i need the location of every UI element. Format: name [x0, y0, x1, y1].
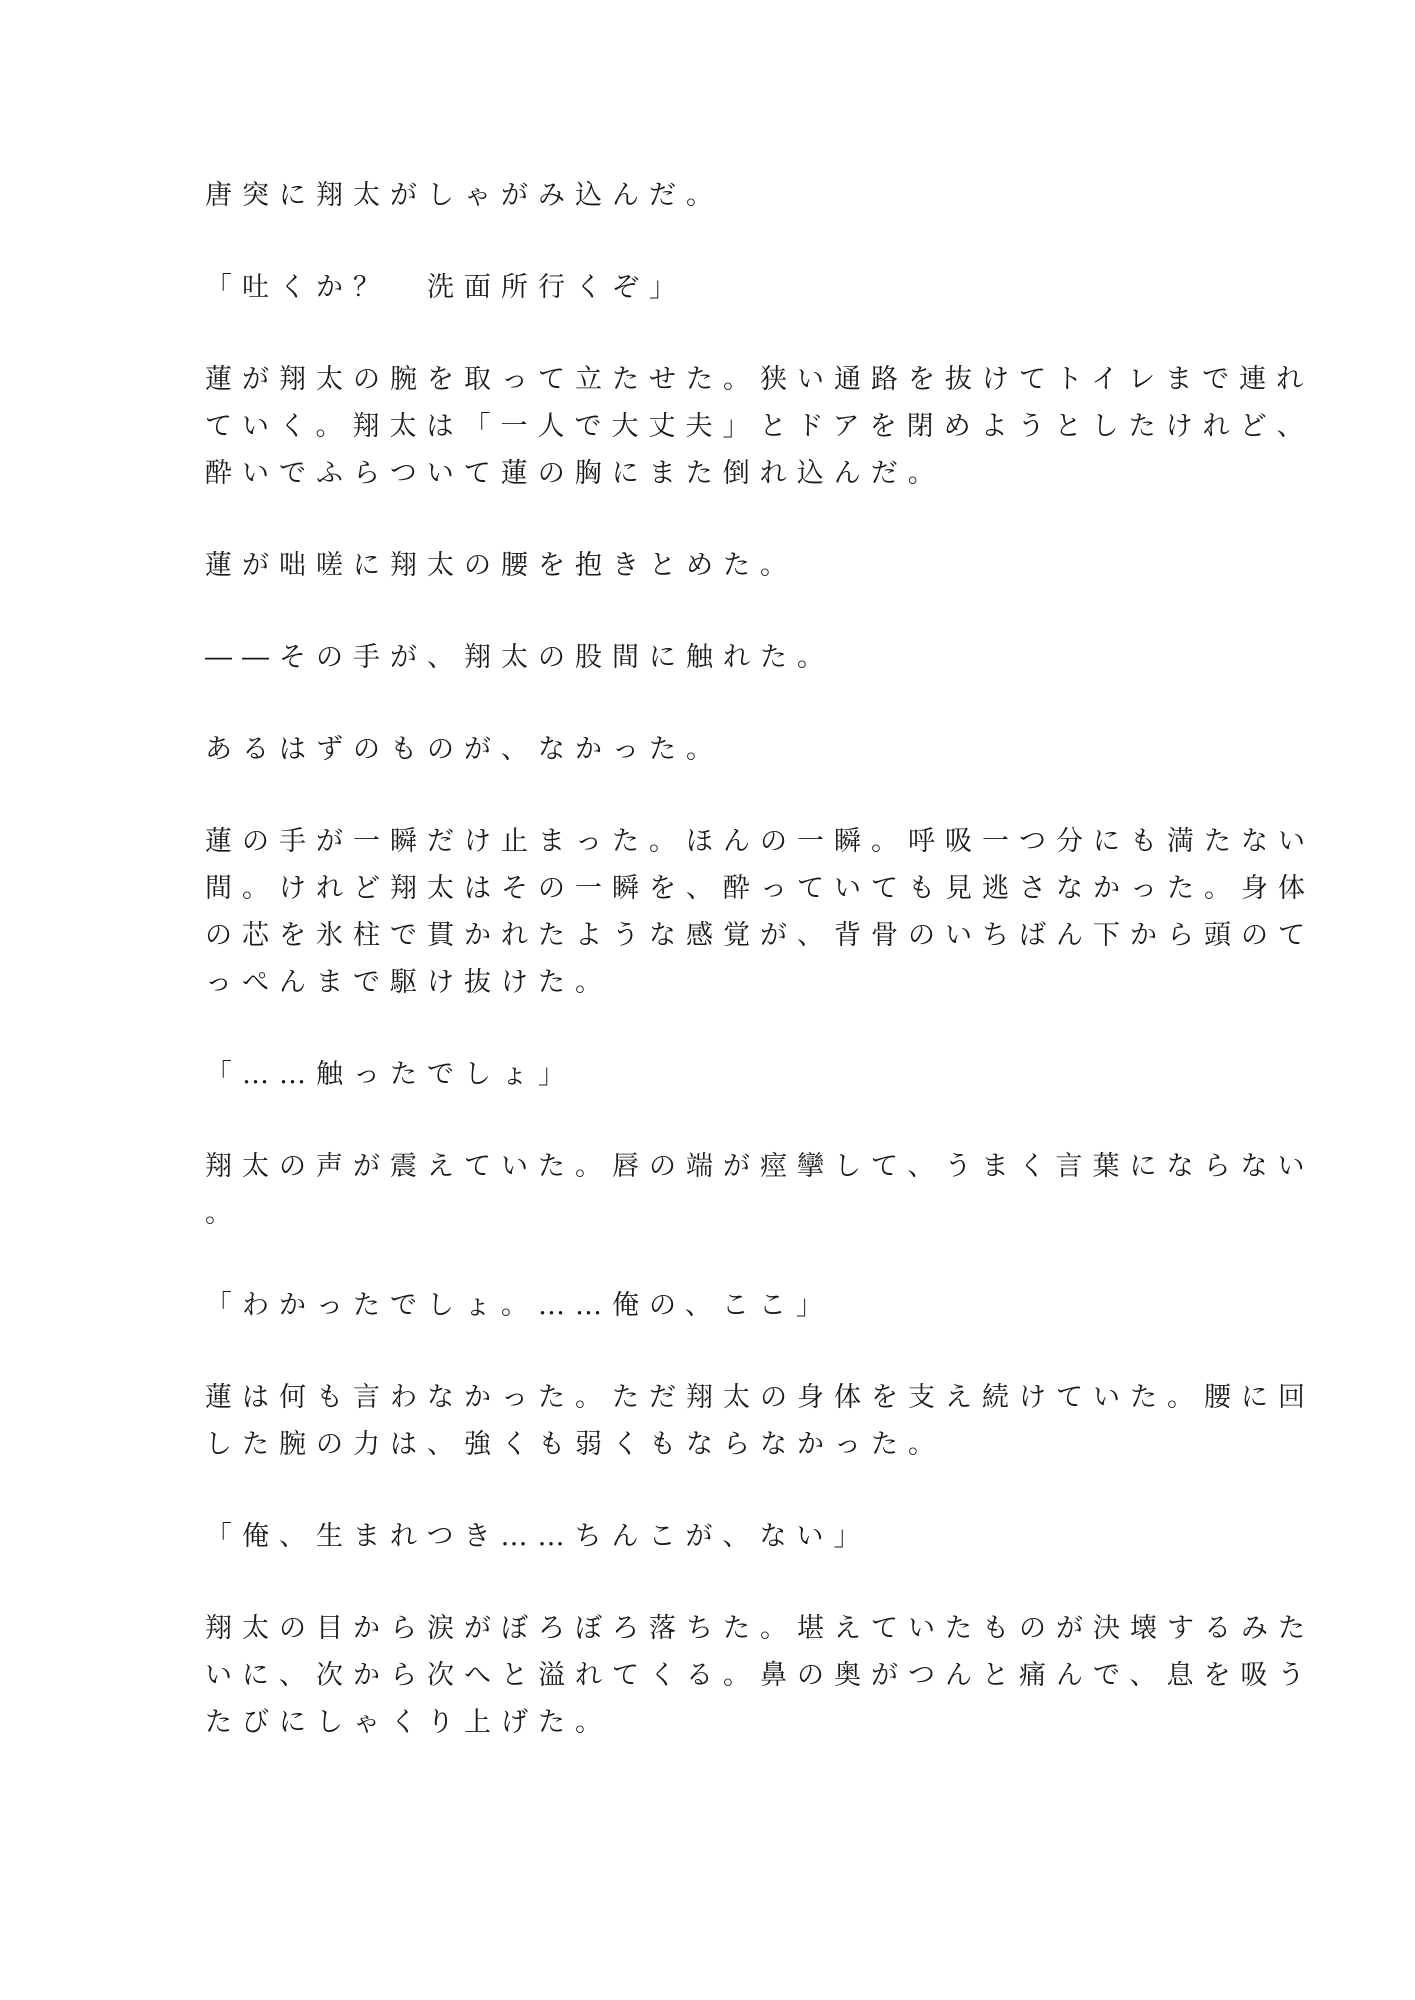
- text-line: 「俺、生まれつき……ちんこが、ない」: [205, 1521, 871, 1552]
- paragraph: [205, 1513, 1215, 1560]
- text-line: 酔いでふらついて蓮の胸にまた倒れ込んだ。: [205, 458, 945, 489]
- text-line: 蓮が咄嗟に翔太の腰を抱きとめた。: [205, 550, 797, 581]
- text-line: 蓮の手が一瞬だけ止まった。ほんの一瞬。呼吸一つ分にも満たない: [205, 826, 1315, 857]
- text-line: 蓮が翔太の腕を取って立たせた。狭い通路を抜けてトイレまで連れ: [205, 364, 1314, 395]
- text-line: いに、次から次へと溢れてくる。鼻の奥がつんと痛んで、息を吸う: [205, 1660, 1315, 1691]
- paragraph: [205, 1282, 1215, 1329]
- text-line: 「吐くか？ 洗面所行くぞ」: [205, 272, 686, 303]
- text-line: あるはずのものが、なかった。: [205, 734, 723, 765]
- document-page: [205, 172, 1315, 1791]
- paragraph: [205, 356, 1314, 497]
- paragraph: [205, 1051, 1215, 1098]
- paragraph: [205, 818, 1315, 1006]
- paragraph: [205, 1143, 1315, 1237]
- paragraph: [205, 1374, 1315, 1468]
- text-line: 。: [205, 1198, 242, 1229]
- text-line: ていく。翔太は「一人で大丈夫」とドアを閉めようとしたけれど、: [205, 411, 1314, 442]
- paragraph: [205, 726, 1215, 773]
- text-line: した腕の力は、強くも弱くもならなかった。: [205, 1429, 945, 1460]
- text-line: 間。けれど翔太はその一瞬を、酔っていても見逃さなかった。身体: [205, 873, 1315, 904]
- text-line: 「……触ったでしょ」: [205, 1059, 575, 1090]
- paragraph: [205, 1605, 1315, 1746]
- text-line: 翔太の目から涙がぼろぼろ落ちた。堪えていたものが決壊するみた: [205, 1613, 1315, 1644]
- paragraph: [205, 542, 1215, 589]
- paragraph: [205, 264, 1215, 311]
- text-line: 蓮は何も言わなかった。ただ翔太の身体を支え続けていた。腰に回: [205, 1382, 1315, 1413]
- paragraph: [205, 634, 1215, 681]
- text-line: 「わかったでしょ。……俺の、ここ」: [205, 1290, 833, 1321]
- text-line: っぺんまで駆け抜けた。: [205, 967, 612, 998]
- text-line: たびにしゃくり上げた。: [205, 1707, 612, 1738]
- paragraph: [205, 172, 1215, 219]
- text-line: ――その手が、翔太の股間に触れた。: [205, 642, 834, 673]
- text-line: の芯を氷柱で貫かれたような感覚が、背骨のいちばん下から頭のて: [205, 920, 1315, 951]
- text-line: 唐突に翔太がしゃがみ込んだ。: [205, 180, 723, 211]
- text-line: 翔太の声が震えていた。唇の端が痙攣して、うまく言葉にならない: [205, 1151, 1315, 1182]
